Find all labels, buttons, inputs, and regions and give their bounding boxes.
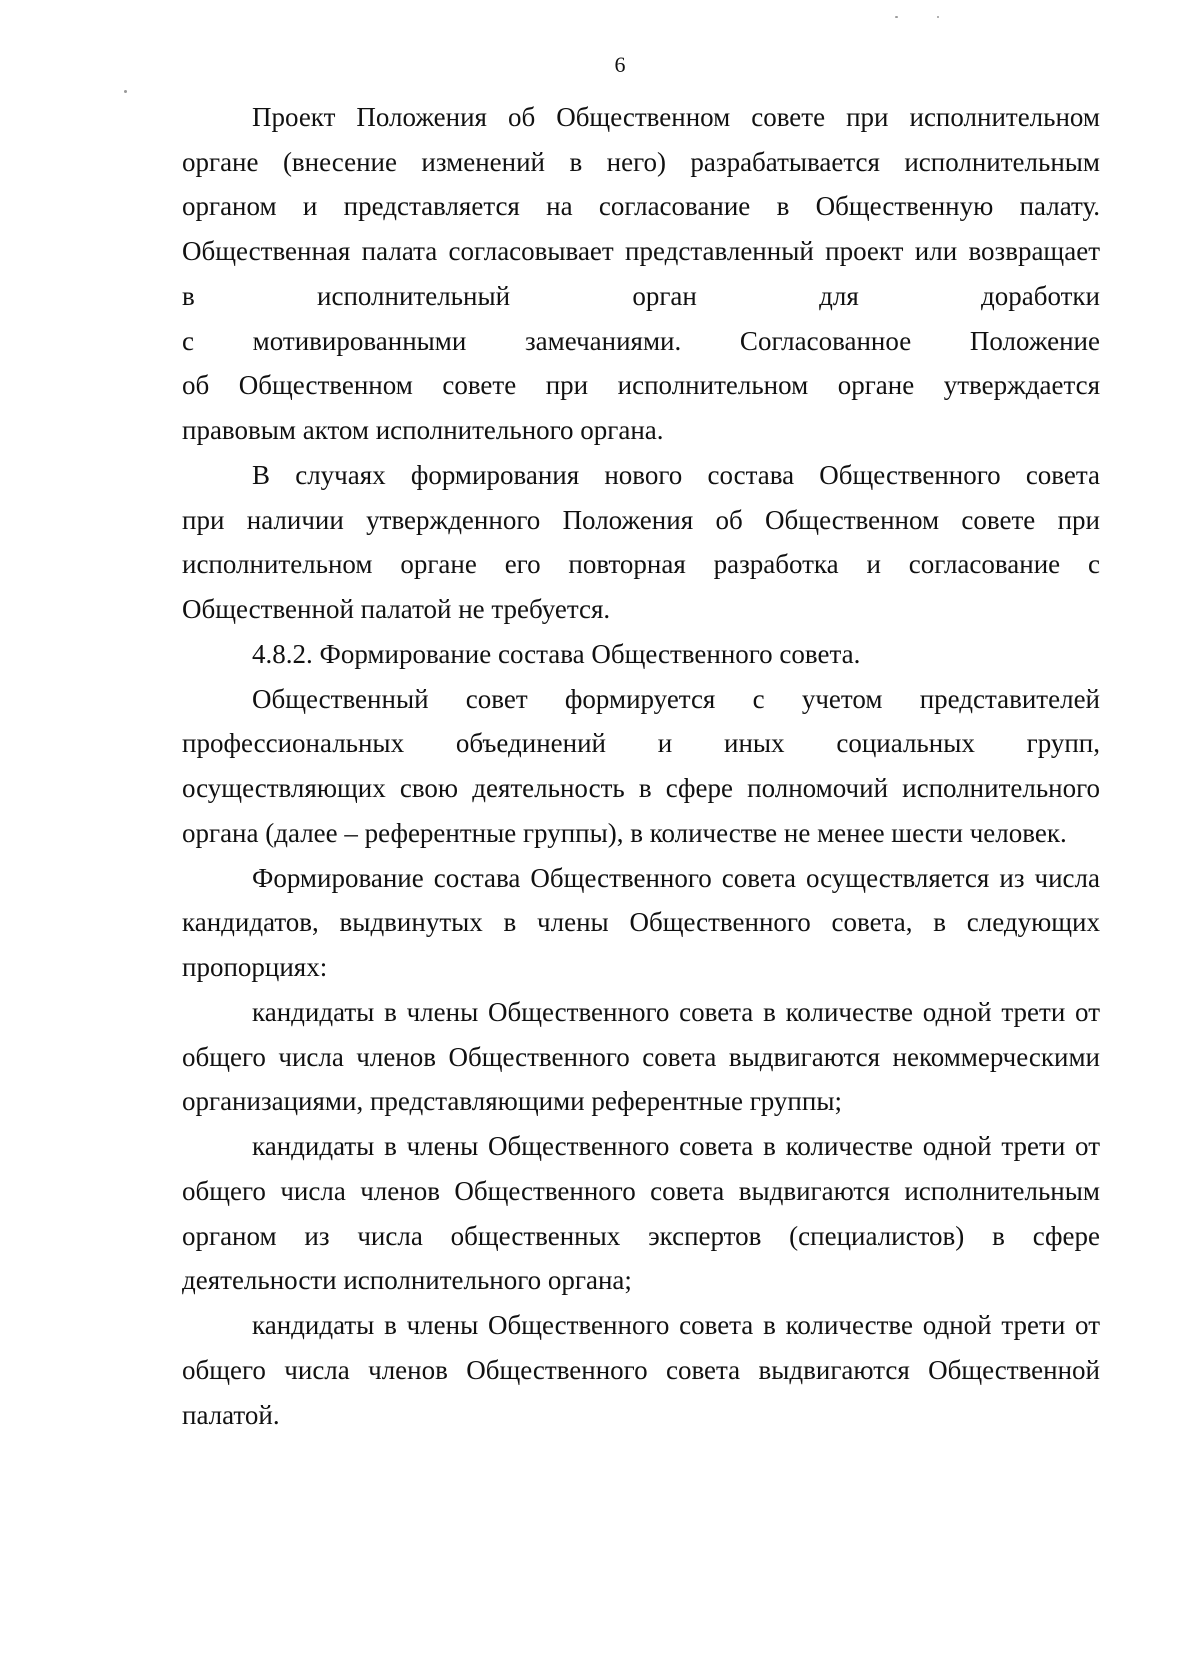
text-line: исполнительном органе его повторная разработка и согласование с	[182, 549, 1100, 579]
text-line: В случаях формирования нового состава Общественного совета	[252, 460, 1100, 490]
text-line: органом и представляется на согласование в Общественную палату.	[182, 191, 1100, 221]
text-line: Проект Положения об Общественном совете при исполнительном	[252, 102, 1100, 132]
list-item-line: организациями, представляющими референтные группы;	[182, 1086, 842, 1116]
list-item-line: органом из числа общественных экспертов (специалистов) в сфере	[182, 1221, 1100, 1251]
list-item-line: деятельности исполнительного органа;	[182, 1265, 632, 1295]
text-line: органе (внесение изменений в него) разрабатывается исполнительным	[182, 147, 1100, 177]
text-line: пропорциях:	[182, 952, 328, 982]
scan-speck	[895, 16, 898, 18]
list-item-line: общего числа членов Общественного совета выдвигаются исполнительным	[182, 1176, 1100, 1206]
text-line: Общественной палатой не требуется.	[182, 594, 611, 624]
text-line: органа (далее – референтные группы), в количестве не менее шести человек.	[182, 818, 1067, 848]
text-line: в исполнительный орган для доработки	[182, 281, 1100, 311]
list-item-line: общего числа членов Общественного совета выдвигаются Общественной	[182, 1355, 1100, 1385]
list-item-line: кандидаты в члены Общественного совета в количестве одной трети от	[252, 1131, 1100, 1161]
section-heading: 4.8.2. Формирование состава Общественного совета.	[252, 639, 861, 669]
list-item-line: кандидаты в члены Общественного совета в количестве одной трети от	[252, 1310, 1100, 1340]
list-item-line: кандидаты в члены Общественного совета в количестве одной трети от	[252, 997, 1100, 1027]
text-line: об Общественном совете при исполнительном органе утверждается	[182, 370, 1100, 400]
scan-speck	[937, 16, 939, 18]
list-item-line: палатой.	[182, 1400, 280, 1430]
text-line: Формирование состава Общественного совета осуществляется из числа	[252, 863, 1100, 893]
page-number: 6	[614, 52, 626, 77]
scan-speck	[124, 90, 127, 93]
text-line: при наличии утвержденного Положения об Общественном совете при	[182, 505, 1100, 535]
text-line: профессиональных объединений и иных социальных групп,	[182, 728, 1100, 758]
text-line: правовым актом исполнительного органа.	[182, 415, 664, 445]
text-line: осуществляющих свою деятельность в сфере полномочий исполнительного	[182, 773, 1100, 803]
text-line: кандидатов, выдвинутых в члены Общественного совета, в следующих	[182, 907, 1100, 937]
text-line: с мотивированными замечаниями. Согласованное Положение	[182, 326, 1100, 356]
text-line: Общественный совет формируется с учетом представителей	[252, 684, 1100, 714]
text-line: Общественная палата согласовывает представленный проект или возвращает	[182, 236, 1100, 266]
list-item-line: общего числа членов Общественного совета выдвигаются некоммерческими	[182, 1042, 1100, 1072]
